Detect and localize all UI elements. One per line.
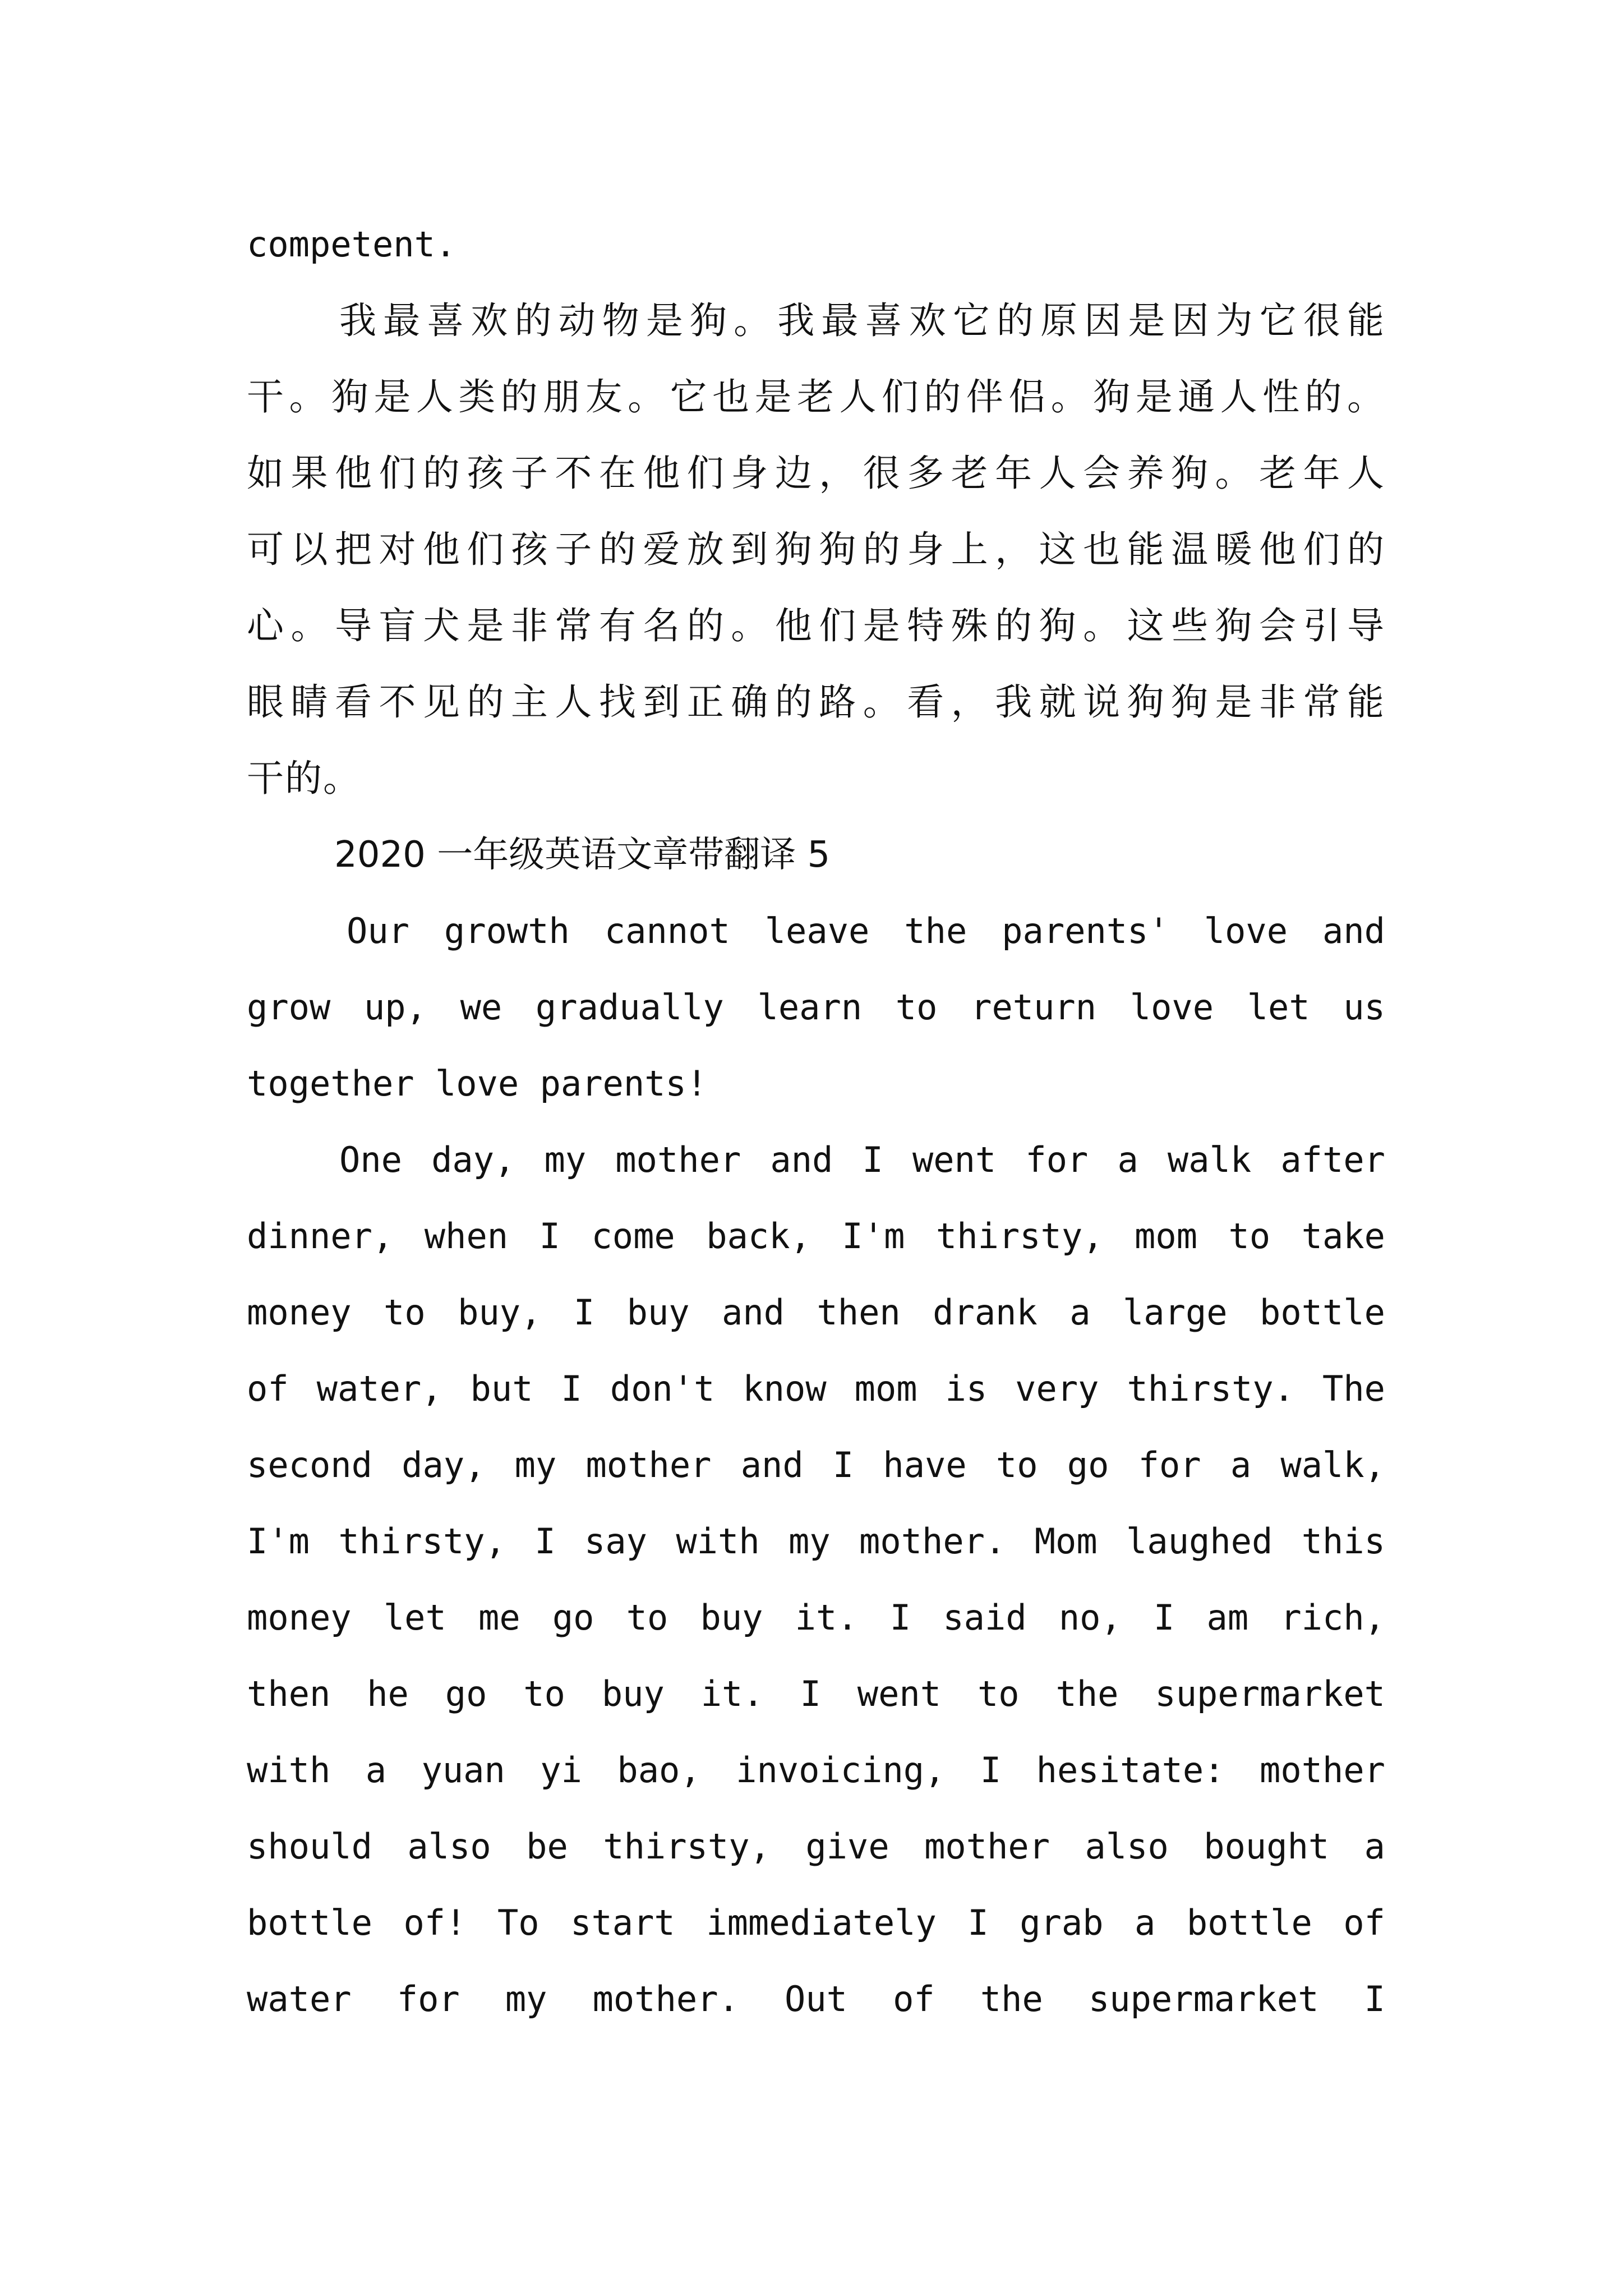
text-line: dinner, when I come back, I'm thirsty, mom to take <box>247 1216 1385 1257</box>
text-line: of water, but I don't know mom is very thirsty. The <box>247 1368 1385 1409</box>
text-line: grow up, we gradually learn to return love let us <box>247 987 1385 1028</box>
text-line: 我最喜欢的动物是狗。我最喜欢它的原因是因为它很能 <box>339 299 1385 342</box>
text-line: I'm thirsty, I say with my mother. Mom laughed this <box>247 1521 1385 1562</box>
text-line: 干。狗是人类的朋友。它也是老人们的伴侣。狗是通人性的。 <box>247 375 1385 418</box>
text-line: 眼睛看不见的主人找到正确的路。看，我就说狗狗是非常能 <box>247 680 1385 724</box>
text-line: competent. <box>247 224 457 265</box>
text-line: 心。导盲犬是非常有名的。他们是特殊的狗。这些狗会引导 <box>247 604 1385 647</box>
text-line: bottle of! To start immediately I grab a bottle of <box>247 1902 1385 1943</box>
text-line: 干的。 <box>247 757 361 800</box>
text-line: money to buy, I buy and then drank a large bottle <box>247 1292 1385 1333</box>
text-line: then he go to buy it. I went to the supermarket <box>247 1673 1385 1714</box>
text-line: water for my mother. Out of the supermarket I <box>247 1978 1385 2019</box>
section-heading: 2020 一年级英语文章带翻译 5 <box>334 834 831 876</box>
text-line: 如果他们的孩子不在他们身边，很多老年人会养狗。老年人 <box>247 452 1385 495</box>
text-line: should also be thirsty, give mother also bought a <box>247 1826 1385 1867</box>
text-line: together love parents! <box>247 1063 708 1104</box>
text-line: 可以把对他们孩子的爱放到狗狗的身上，这也能温暖他们的 <box>247 528 1385 571</box>
text-line: money let me go to buy it. I said no, I am rich, <box>247 1597 1385 1638</box>
text-line: second day, my mother and I have to go for a walk, <box>247 1444 1385 1485</box>
text-line: with a yuan yi bao, invoicing, I hesitate: mother <box>247 1750 1385 1791</box>
text-line: Our growth cannot leave the parents' love and <box>347 910 1385 951</box>
text-line: One day, my mother and I went for a walk after <box>339 1139 1385 1180</box>
